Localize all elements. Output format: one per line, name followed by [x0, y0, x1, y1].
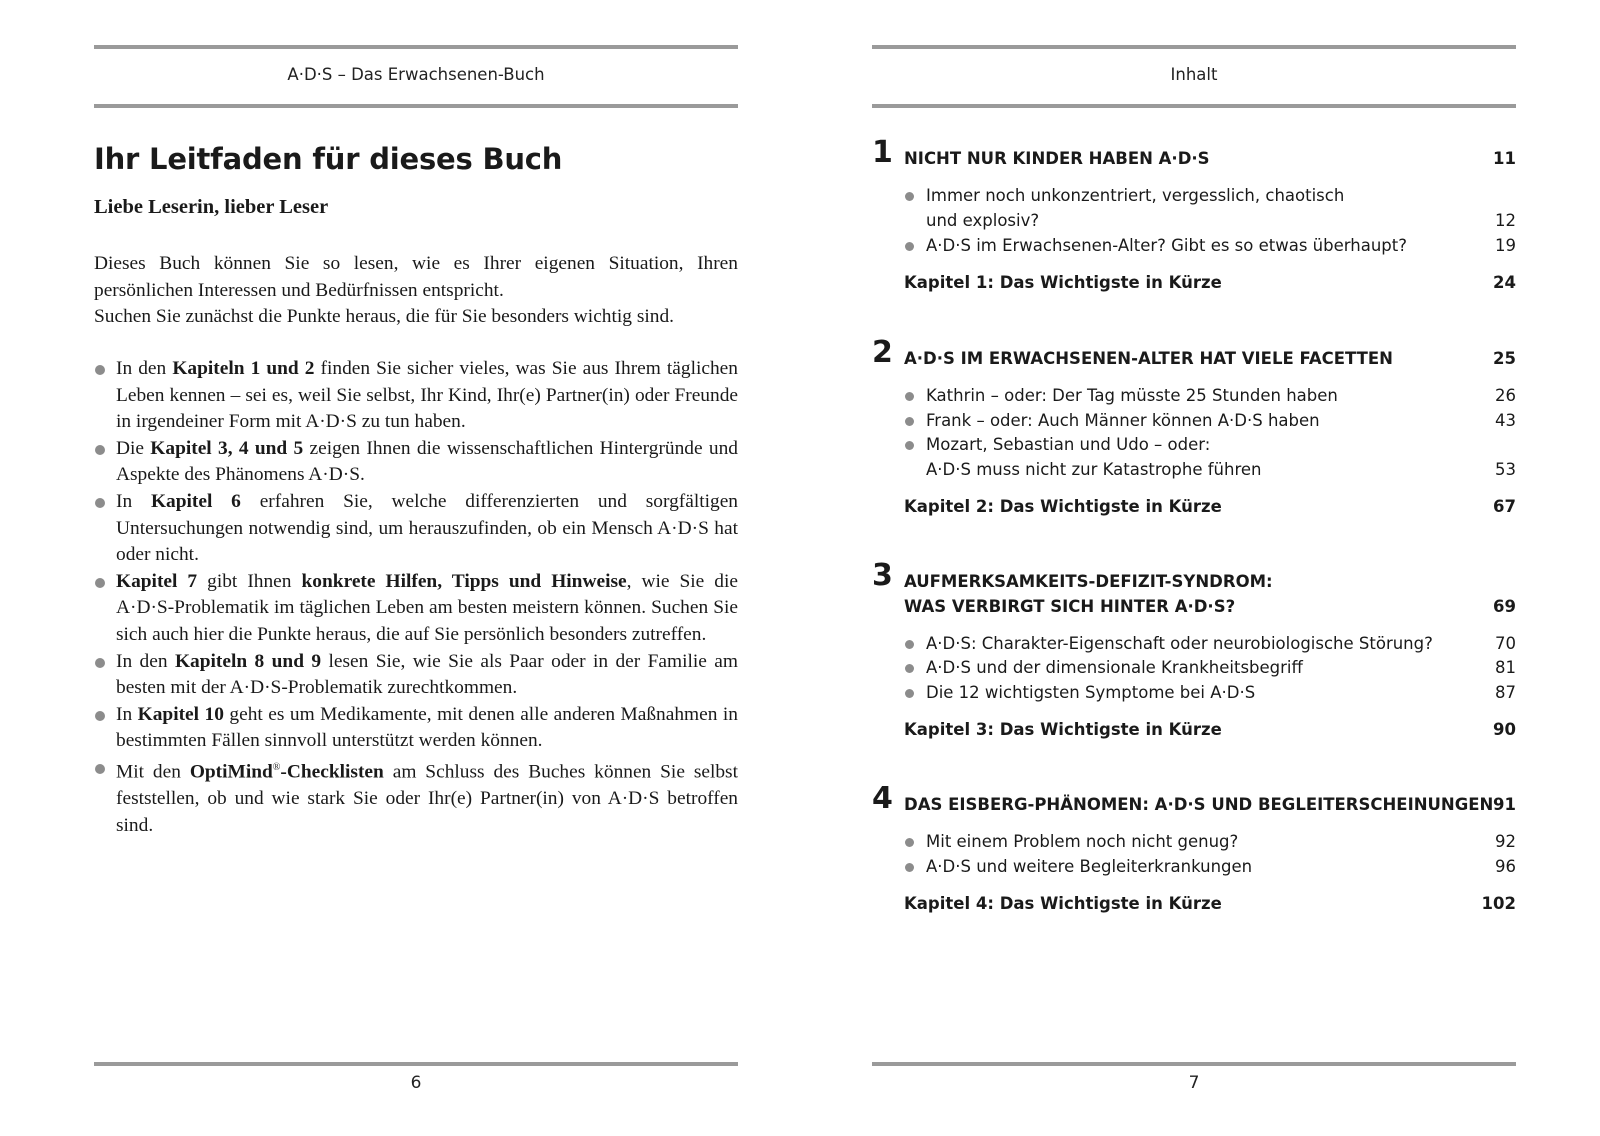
summary-text: Kapitel 3: Das Wichtigste in Kürze — [904, 720, 1222, 739]
intro-text-2: Suchen Sie zunächst die Punkte heraus, die für Sie besonders wichtig sind. — [94, 306, 674, 327]
entry-text: A·D·S muss nicht zur Katastrophe führen — [926, 460, 1262, 479]
footer-rule — [94, 1062, 738, 1066]
left-page — [94, 0, 738, 1136]
entry-text: Kathrin – oder: Der Tag müsste 25 Stunden haben — [926, 386, 1338, 405]
list-item: In Kapitel 6 erfahren Sie, welche differenzierten und sorgfältigen Untersuchungen notwendig sind, um herauszufinden, ob ein Mensch A·D·S hat oder nicht. — [94, 489, 738, 569]
bullet-icon — [905, 863, 914, 872]
chapter-page: 91 — [1493, 795, 1516, 814]
entry-text: Mit einem Problem noch nicht genug? — [926, 832, 1239, 851]
chapter-page: 69 — [1493, 597, 1516, 616]
summary-page: 24 — [1493, 273, 1516, 292]
bullet-icon — [95, 445, 105, 455]
chapter-page: 25 — [1493, 349, 1516, 368]
list-item: In den Kapiteln 8 und 9 lesen Sie, wie Sie als Paar oder in der Familie am besten mit der A·D·S-Problematik zurechtkommen. — [94, 649, 738, 702]
list-item: In Kapitel 10 geht es um Medikamente, mit denen alle anderen Maßnahmen in bestimmten Fällen sinnvoll unterstützt werden können. — [94, 702, 738, 755]
chapter-number: 4 — [872, 781, 893, 816]
summary-page: 90 — [1493, 720, 1516, 739]
chapter-number: 1 — [872, 135, 893, 170]
intro-text-1: Dieses Buch können Sie so lesen, wie es Ihrer eigenen Situation, Ihren persönlichen Interessen und Bedürfnissen entspricht. — [94, 253, 738, 301]
page-number: 7 — [1188, 1073, 1200, 1093]
list-item: Die Kapitel 3, 4 und 5 zeigen Ihnen die wissenschaftlichen Hintergründe und Aspekte des Phänomens A·D·S. — [94, 436, 738, 489]
running-header: A·D·S – Das Erwachsenen-Buch — [287, 65, 545, 84]
entry-text: A·D·S im Erwachsenen-Alter? Gibt es so etwas überhaupt? — [926, 236, 1407, 255]
list-item: Kapitel 7 gibt Ihnen konkrete Hilfen, Tipps und Hinweise, wie Sie die A·D·S-Problematik im täglichen Leben am besten meistern können. Suchen Sie sich auch hier die Punkte heraus, die auf Sie persönlich besonders zutreffen. — [94, 569, 738, 649]
bullet-icon — [905, 192, 914, 201]
entry-page: 53 — [1495, 460, 1516, 479]
entry-page: 70 — [1495, 634, 1516, 653]
footer-rule — [872, 1062, 1516, 1066]
bullet-icon — [905, 689, 914, 698]
header-rule-bottom — [94, 104, 738, 108]
entry-text: und explosiv? — [926, 211, 1040, 230]
summary-page: 102 — [1481, 894, 1516, 913]
entry-page: 92 — [1495, 832, 1516, 851]
bullet-icon — [905, 417, 914, 426]
bullet-icon — [905, 838, 914, 847]
bullet-icon — [905, 242, 914, 251]
list-item: In den Kapiteln 1 und 2 finden Sie sicher vieles, was Sie aus Ihrem täglichen Leben kennen – sei es, weil Sie selbst, Ihr Kind, Ihr(e) Partner(in) oder Freunde in irgendeiner Form mit A·D·S zu tun haben. — [94, 356, 738, 436]
bullet-icon — [95, 711, 105, 721]
chapter-title: NICHT NUR KINDER HABEN A·D·S — [904, 149, 1210, 168]
chapter-title: AUFMERKSAMKEITS-DEFIZIT-SYNDROM: — [904, 572, 1273, 591]
entry-text: Immer noch unkonzentriert, vergesslich, chaotisch — [926, 186, 1345, 205]
guide-bullet-list — [94, 356, 738, 839]
entry-page: 87 — [1495, 683, 1516, 702]
summary-text: Kapitel 1: Das Wichtigste in Kürze — [904, 273, 1222, 292]
bullet-icon — [95, 658, 105, 668]
page-title: Ihr Leitfaden für dieses Buch — [94, 142, 563, 176]
summary-text: Kapitel 2: Das Wichtigste in Kürze — [904, 497, 1222, 516]
summary-text: Kapitel 4: Das Wichtigste in Kürze — [904, 894, 1222, 913]
header-rule-top — [94, 45, 738, 49]
chapter-number: 3 — [872, 558, 893, 593]
entry-page: 43 — [1495, 411, 1516, 430]
running-header: Inhalt — [1170, 65, 1218, 84]
bullet-icon — [905, 392, 914, 401]
right-page — [872, 0, 1516, 1136]
entry-text: A·D·S: Charakter-Eigenschaft oder neurobiologische Störung? — [926, 634, 1433, 653]
header-rule-bottom — [872, 104, 1516, 108]
entry-page: 26 — [1495, 386, 1516, 405]
bullet-icon — [95, 498, 105, 508]
entry-page: 12 — [1495, 211, 1516, 230]
summary-page: 67 — [1493, 497, 1516, 516]
list-item: Mit den OptiMind®-Checklisten am Schluss des Buches können Sie selbst feststellen, ob und wie stark Sie oder Ihr(e) Partner(in) von A·D·S betroffen sind. — [94, 755, 738, 839]
bullet-icon — [905, 640, 914, 649]
bullet-icon — [95, 365, 105, 375]
chapter-title: A·D·S IM ERWACHSENEN-ALTER HAT VIELE FACETTEN — [904, 349, 1393, 368]
bullet-icon — [905, 664, 914, 673]
entry-text: Die 12 wichtigsten Symptome bei A·D·S — [926, 683, 1256, 702]
chapter-title: WAS VERBIRGT SICH HINTER A·D·S? — [904, 597, 1236, 616]
bullet-icon — [95, 578, 105, 588]
page-number: 6 — [410, 1073, 422, 1093]
entry-page: 19 — [1495, 236, 1516, 255]
bullet-icon — [95, 764, 105, 774]
entry-text: Frank – oder: Auch Männer können A·D·S haben — [926, 411, 1320, 430]
entry-page: 81 — [1495, 658, 1516, 677]
chapter-title: DAS EISBERG-PHÄNOMEN: A·D·S UND BEGLEITERSCHEINUNGEN — [904, 795, 1494, 814]
chapter-number: 2 — [872, 335, 893, 370]
chapter-page: 11 — [1493, 149, 1516, 168]
entry-text: A·D·S und der dimensionale Krankheitsbegriff — [926, 658, 1303, 677]
entry-text: A·D·S und weitere Begleiterkrankungen — [926, 857, 1253, 876]
entry-page: 96 — [1495, 857, 1516, 876]
salutation: Liebe Leserin, lieber Leser — [94, 196, 329, 218]
entry-text: Mozart, Sebastian und Udo – oder: — [926, 435, 1211, 454]
bullet-icon — [905, 441, 914, 450]
intro-paragraph — [94, 251, 738, 331]
header-rule-top — [872, 45, 1516, 49]
